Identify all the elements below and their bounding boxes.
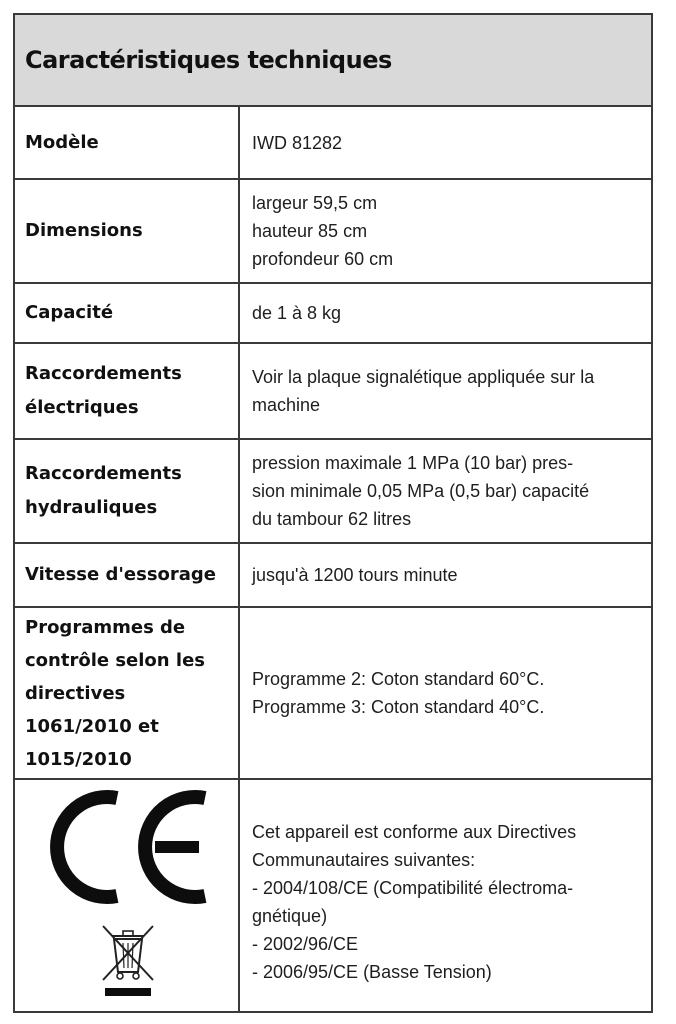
label-line: électriques <box>25 397 139 418</box>
value-line: IWD 81282 <box>252 132 343 153</box>
crossed-bin-icon <box>99 922 157 1000</box>
label-hydraulic <box>15 440 240 542</box>
value-line: Voir la plaque signalétique appliquée sur la <box>252 367 595 387</box>
value-line: jusqu'à 1200 tours minute <box>252 565 458 585</box>
label-programs <box>15 608 240 778</box>
value-line: Programme 2: Coton standard 60°C. <box>252 669 545 689</box>
value-hydraulic <box>240 440 651 542</box>
label-line: Raccordements <box>25 363 182 384</box>
label-model: Modèle <box>15 107 240 178</box>
row-spin-speed <box>15 544 651 608</box>
row-dimensions <box>15 180 651 284</box>
spec-table <box>13 13 653 1013</box>
value-capacity <box>240 284 651 342</box>
label-capacity: Capacité <box>15 284 240 342</box>
table-header <box>15 15 651 107</box>
value-line: pression maximale 1 MPa (10 bar) pres- <box>252 453 574 473</box>
value-line: - 2006/95/CE (Basse Tension) <box>252 962 492 982</box>
value-line: du tambour 62 litres <box>252 509 412 529</box>
value-electrical <box>240 344 651 438</box>
ce-mark-icon <box>35 788 215 906</box>
page-title: Caractéristiques techniques <box>25 46 392 74</box>
row-programs <box>15 608 651 780</box>
value-line: - 2002/96/CE <box>252 934 359 954</box>
value-line: - 2004/108/CE (Compatibilité électroma- <box>252 878 574 898</box>
value-model <box>240 107 651 178</box>
label-dimensions: Dimensions <box>15 180 240 282</box>
value-dimensions <box>240 180 651 282</box>
value-line: profondeur 60 cm <box>252 249 394 269</box>
label-line: Raccordements <box>25 463 182 484</box>
value-line: de 1 à 8 kg <box>252 303 342 323</box>
value-line: Communautaires suivantes: <box>252 850 476 870</box>
value-line: largeur 59,5 cm <box>252 193 378 213</box>
row-conformity <box>15 780 651 1013</box>
row-model <box>15 107 651 180</box>
value-programs <box>240 608 651 778</box>
value-line: hauteur 85 cm <box>252 221 368 241</box>
label-line: 1015/2010 <box>25 748 132 770</box>
label-electrical <box>15 344 240 438</box>
label-line: les directives <box>25 649 205 704</box>
row-hydraulic <box>15 440 651 544</box>
value-spin-speed <box>240 544 651 606</box>
label-line: hydrauliques <box>25 497 158 518</box>
label-line: contrôle selon <box>25 649 170 671</box>
value-line: gnétique) <box>252 906 328 926</box>
value-line: Cet appareil est conforme aux Directives <box>252 822 577 842</box>
label-line: Programmes de <box>25 616 186 638</box>
label-line: 1061/2010 et <box>25 715 159 737</box>
value-line: sion minimale 0,05 MPa (0,5 bar) capacité <box>252 481 590 501</box>
certification-marks <box>15 780 240 1013</box>
row-electrical <box>15 344 651 440</box>
row-capacity <box>15 284 651 344</box>
value-line: machine <box>252 395 321 415</box>
value-conformity <box>240 780 651 1013</box>
label-spin-speed: Vitesse d'essorage <box>15 544 240 606</box>
value-line: Programme 3: Coton standard 40°C. <box>252 697 545 717</box>
